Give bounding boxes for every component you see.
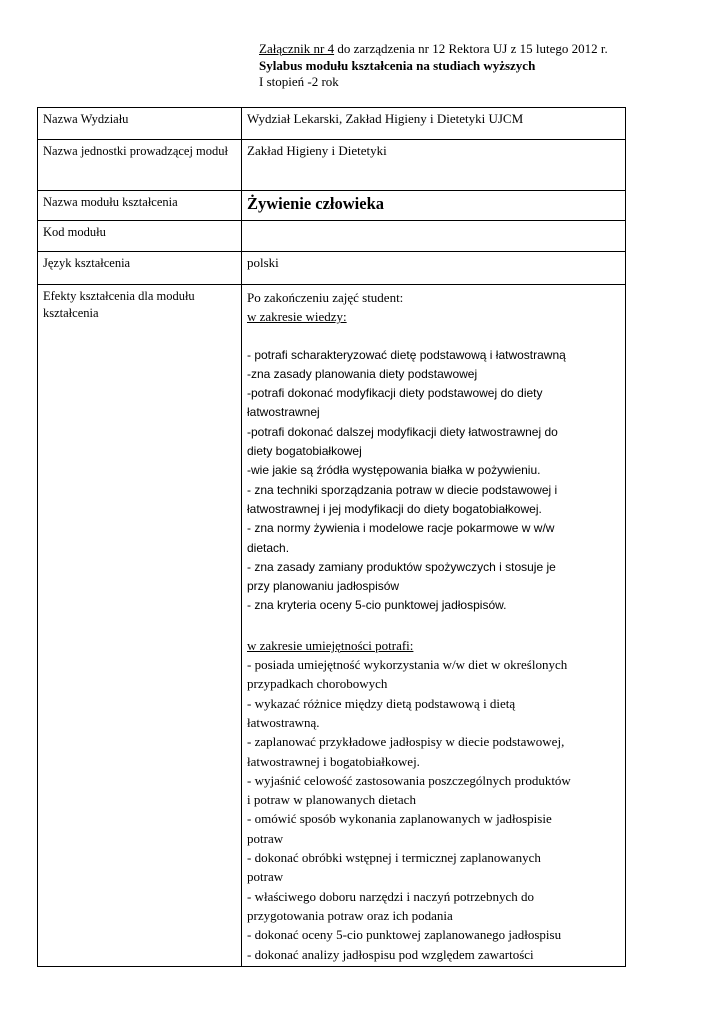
list-item: -zna zasady planowania diety podstawowej <box>247 366 478 381</box>
table-row-faculty <box>38 108 626 140</box>
list-item: -potrafi dokonać modyfikacji diety podstawowej do diety <box>247 386 543 401</box>
list-item: dietach. <box>247 540 290 555</box>
syllabus-title: Sylabus modułu kształcenia na studiach wyższych <box>259 57 536 73</box>
list-item: -potrafi dokonać dalszej modyfikacji diety łatwostrawnej do <box>247 424 558 439</box>
list-item: przypadkach chorobowych <box>247 676 388 692</box>
module-label: Nazwa modułu kształcenia <box>38 191 242 221</box>
list-item: - właściwego doboru narzędzi i naczyń potrzebnych do <box>247 888 534 904</box>
annex-link[interactable]: Załącznik nr 4 <box>259 41 335 56</box>
table-row-outcomes <box>38 285 626 967</box>
unit-label: Nazwa jednostki prowadzącej moduł <box>38 140 242 191</box>
list-item: - dokonać oceny 5-cio punktowej zaplanowanego jadłospisu <box>247 927 562 943</box>
list-item: - zna techniki sporządzania potraw w diecie podstawowej i <box>247 482 558 497</box>
module-value-cell <box>242 191 626 221</box>
list-item: potraw <box>247 830 284 846</box>
list-item: łatwostrawnej i bogatobiałkowej. <box>247 753 420 769</box>
document-header <box>259 41 608 91</box>
list-item: przy planowaniu jadłospisów <box>247 579 400 594</box>
list-item: - zna kryteria oceny 5-cio punktowej jadłospisów. <box>247 598 507 613</box>
language-label: Język kształcenia <box>38 252 242 285</box>
code-label: Kod modułu <box>38 221 242 252</box>
list-item: - wyjaśnić celowość zastosowania poszczególnych produktów <box>247 772 571 788</box>
code-value <box>242 221 626 252</box>
list-item: - omówić sposób wykonania zaplanowanych w jadłospisie <box>247 811 552 827</box>
faculty-label: Nazwa Wydziału <box>38 108 242 140</box>
list-item: łatwostrawnej <box>247 405 320 420</box>
list-item: - wykazać różnice między dietą podstawową i dietą <box>247 695 516 711</box>
unit-value: Zakład Higieny i Dietetyki <box>242 140 626 191</box>
outcomes-label: Efekty kształcenia dla modułu kształcenia <box>38 285 242 967</box>
skills-list <box>247 655 620 964</box>
faculty-value: Wydział Lekarski, Zakład Higieny i Dietetyki UJCM <box>242 108 626 140</box>
list-item: i potraw w planowanych dietach <box>247 792 416 808</box>
knowledge-list <box>247 346 620 616</box>
language-value: polski <box>242 252 626 285</box>
list-item: łatwostrawnej i jej modyfikacji do diety bogatobiałkowej. <box>247 501 542 516</box>
knowledge-heading: w zakresie wiedzy: <box>247 309 347 325</box>
list-item: - dokonać obróbki wstępnej i termicznej zaplanowanych <box>247 850 541 866</box>
list-item: przygotowania potraw oraz ich podania <box>247 907 453 923</box>
list-item: - posiada umiejętność wykorzystania w/w diet w określonych <box>247 657 568 673</box>
table-row-unit <box>38 140 626 191</box>
annex-reference <box>259 41 608 58</box>
list-item: -wie jakie są źródła występowania białka w pożywieniu. <box>247 463 541 478</box>
list-item: diety bogatobiałkowej <box>247 444 362 459</box>
list-item: - potrafi scharakteryzować dietę podstawową i łatwostrawną <box>247 347 566 362</box>
skills-heading: w zakresie umiejętności potrafi: <box>247 637 414 653</box>
table-row-code <box>38 221 626 252</box>
module-name: Żywienie człowieka <box>247 194 385 213</box>
list-item: potraw <box>247 869 284 885</box>
outcomes-intro: Po zakończeniu zajęć student: <box>247 290 404 305</box>
list-item: - zaplanować przykładowe jadłospisy w diecie podstawowej, <box>247 734 565 750</box>
study-level: I stopień -2 rok <box>259 74 339 89</box>
syllabus-table <box>37 107 626 967</box>
outcomes-value <box>242 285 626 967</box>
table-row-module <box>38 191 626 221</box>
list-item: - zna zasady zamiany produktów spożywczych i stosuje je <box>247 559 556 574</box>
annex-ordinance: do zarządzenia nr 12 Rektora UJ z 15 lutego 2012 r. <box>334 41 608 56</box>
list-item: - dokonać analizy jadłospisu pod względem zawartości <box>247 946 534 962</box>
table-row-language <box>38 252 626 285</box>
list-item: - zna normy żywienia i modelowe racje pokarmowe w w/w <box>247 521 555 536</box>
list-item: łatwostrawną. <box>247 714 320 730</box>
